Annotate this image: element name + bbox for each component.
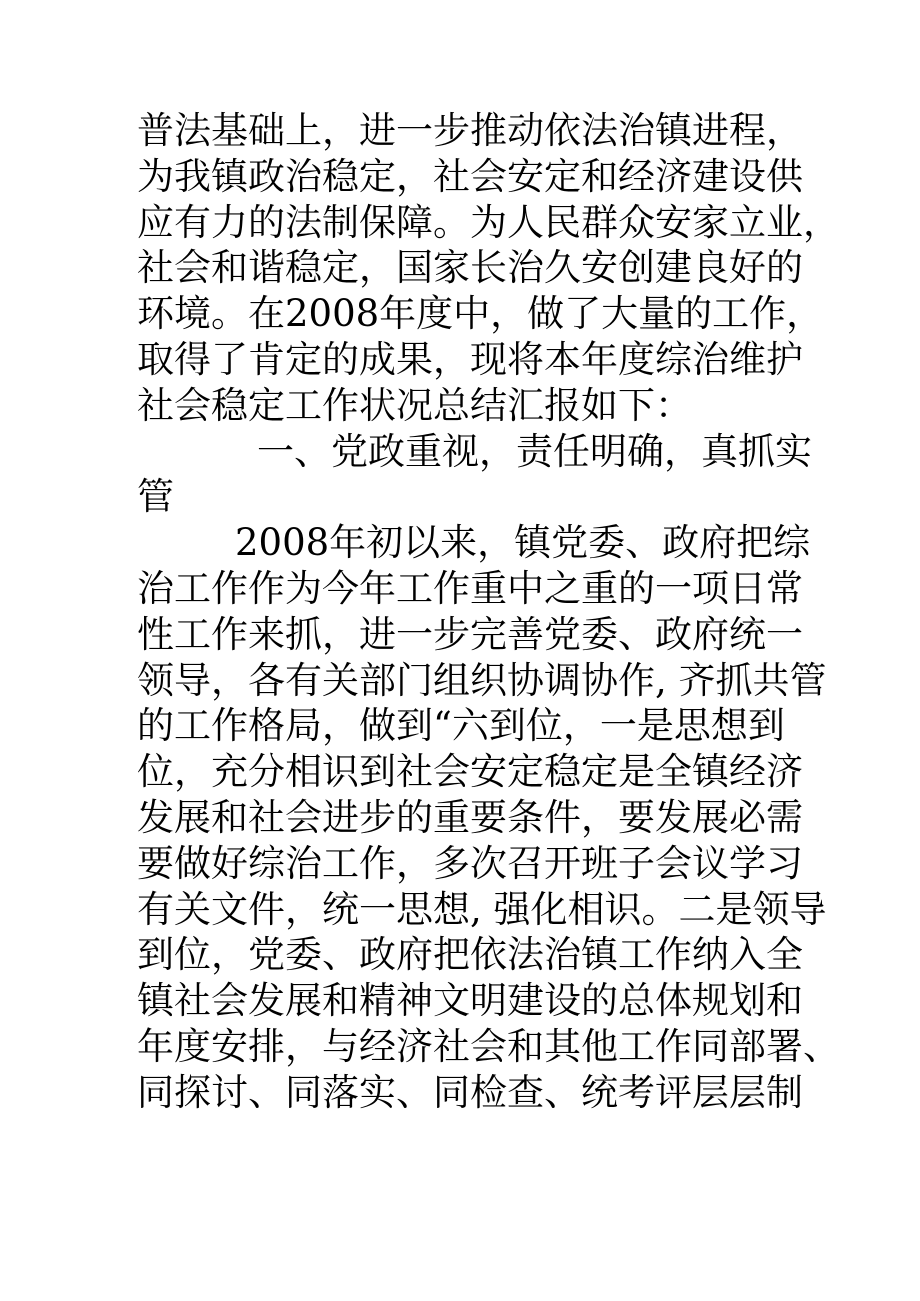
body-line: 的工作格局，做到“六到位，一是思想到 [137, 704, 785, 748]
body-line: 年度安排，与经济社会和其他工作同部署、 [137, 1024, 840, 1068]
section-heading-continued: 管 [137, 475, 174, 519]
body-line: 普法基础上，进一步推动依法治镇进程， [137, 109, 803, 152]
body-line: 镇社会发展和精神文明建设的总体规划和 [137, 979, 803, 1023]
body-line: 到位，党委、政府把依法治镇工作纳入全 [137, 933, 803, 977]
body-line: 性工作来抓，进一步完善党委、政府统一 [137, 612, 803, 656]
body-line: 社会稳定工作状况总结汇报如下： [137, 383, 692, 427]
body-line: 环境。在2008年度中，做了大量的工作， [137, 292, 824, 336]
body-line: 要做好综治工作，多次召开班子会议学习 [137, 841, 803, 885]
section-heading: 一、党政重视，责任明确，真抓实 [257, 429, 812, 473]
body-line: 位，充分相识到社会安定稳定是全镇经济 [137, 750, 803, 794]
body-line: 社会和谐稳定，国家长治久安创建良好的 [137, 246, 803, 290]
body-line: 治工作作为今年工作重中之重的一项日常 [137, 566, 803, 610]
body-line: 取得了肯定的成果，现将本年度综治维护 [137, 337, 803, 381]
paragraph-start: 2008年初以来，镇党委、政府把综 [235, 521, 811, 565]
body-line: 同探讨、同落实、同检查、统考评层层制 [137, 1070, 803, 1114]
body-line: 发展和社会进步的重要条件，要发展必需 [137, 795, 803, 839]
body-line: 有关文件，统一思想, 强化相识。二是领导 [137, 887, 827, 931]
body-line: 应有力的法制保障。为人民群众安家立业， [137, 200, 840, 244]
body-line: 领导，各有关部门组织协调协作, 齐抓共管 [137, 658, 827, 702]
document-body [137, 108, 840, 1116]
body-line: 为我镇政治稳定，社会安定和经济建设供 [137, 154, 803, 198]
